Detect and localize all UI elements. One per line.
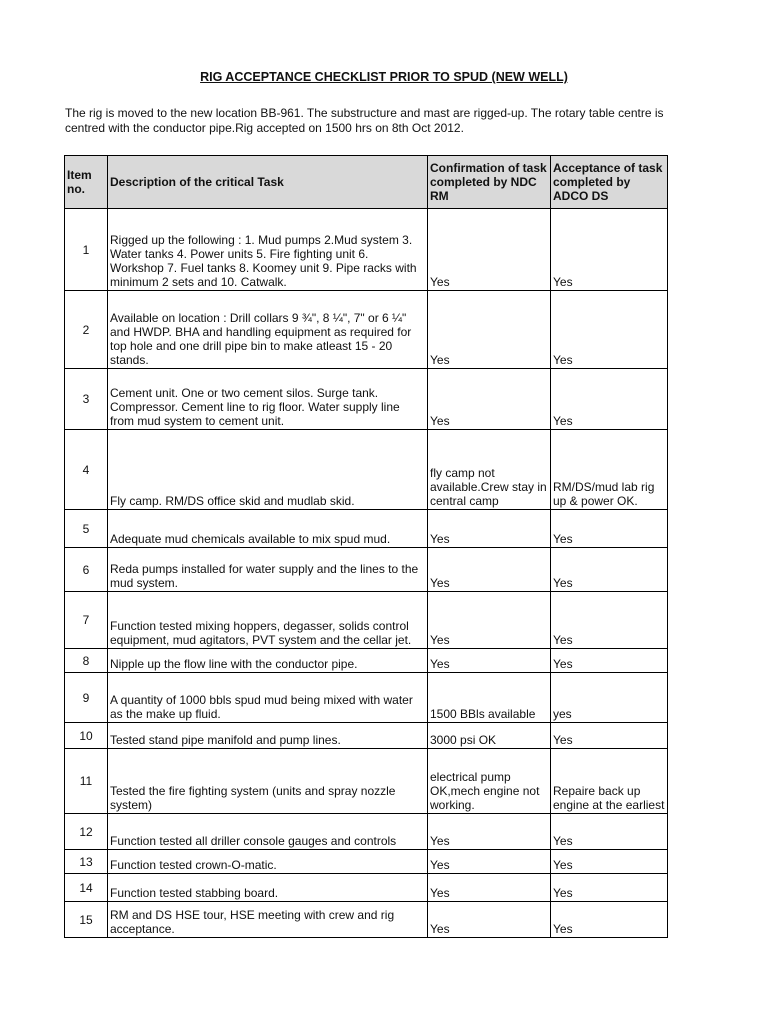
- row-acceptance: Yes: [551, 814, 668, 850]
- table-row: [65, 548, 668, 592]
- row-acceptance: Yes: [551, 369, 668, 430]
- row-confirmation: electrical pump OK,mech engine not working.: [428, 749, 551, 814]
- row-description: Rigged up the following : 1. Mud pumps 2.Mud system 3. Water tanks 4. Power units 5. Fire fighting unit 6. Workshop 7. Fuel tanks 8. Koomey unit 9. Pipe racks with minimum 2 sets and 10. Catwalk.: [108, 209, 428, 291]
- row-item-number: 12: [65, 814, 108, 850]
- table-row: [65, 430, 668, 510]
- header-item: Item no.: [65, 156, 108, 209]
- table-row: [65, 209, 668, 291]
- row-acceptance: Yes: [551, 850, 668, 874]
- row-acceptance: Yes: [551, 510, 668, 548]
- row-acceptance: Yes: [551, 902, 668, 938]
- row-item-number: 8: [65, 649, 108, 673]
- row-item-number: 9: [65, 673, 108, 723]
- row-item-number: 2: [65, 291, 108, 369]
- row-acceptance: Yes: [551, 723, 668, 749]
- row-description: Function tested stabbing board.: [108, 874, 428, 902]
- row-acceptance: Repaire back up engine at the earliest: [551, 749, 668, 814]
- row-confirmation: Yes: [428, 874, 551, 902]
- header-acceptance: Acceptance of task completed by ADCO DS: [551, 156, 668, 209]
- row-confirmation: Yes: [428, 548, 551, 592]
- table-row: [65, 814, 668, 850]
- row-item-number: 7: [65, 592, 108, 649]
- row-confirmation: Yes: [428, 850, 551, 874]
- row-confirmation: 3000 psi OK: [428, 723, 551, 749]
- row-confirmation: Yes: [428, 510, 551, 548]
- row-confirmation: Yes: [428, 902, 551, 938]
- row-item-number: 11: [65, 749, 108, 814]
- row-description: Cement unit. One or two cement silos. Surge tank. Compressor. Cement line to rig floor. Water supply line from mud system to cement unit.: [108, 369, 428, 430]
- row-item-number: 3: [65, 369, 108, 430]
- row-description: Adequate mud chemicals available to mix spud mud.: [108, 510, 428, 548]
- row-item-number: 1: [65, 209, 108, 291]
- row-confirmation: Yes: [428, 592, 551, 649]
- row-item-number: 6: [65, 548, 108, 592]
- row-acceptance: RM/DS/mud lab rig up & power OK.: [551, 430, 668, 510]
- row-confirmation: Yes: [428, 814, 551, 850]
- row-description: A quantity of 1000 bbls spud mud being mixed with water as the make up fluid.: [108, 673, 428, 723]
- row-confirmation: Yes: [428, 291, 551, 369]
- row-item-number: 4: [65, 430, 108, 510]
- table-row: [65, 902, 668, 938]
- intro-paragraph: The rig is moved to the new location BB-961. The substructure and mast are rigged-up. The rotary table centre is centred with the conductor pipe.Rig accepted on 1500 hrs on 8th Oct 2012.: [65, 106, 664, 135]
- row-description: Function tested crown-O-matic.: [108, 850, 428, 874]
- row-acceptance: Yes: [551, 649, 668, 673]
- table-row: [65, 874, 668, 902]
- table-row: [65, 723, 668, 749]
- header-description: Description of the critical Task: [108, 156, 428, 209]
- table-row: [65, 749, 668, 814]
- row-acceptance: Yes: [551, 874, 668, 902]
- table-row: [65, 592, 668, 649]
- table-row: [65, 850, 668, 874]
- row-item-number: 15: [65, 902, 108, 938]
- table-row: [65, 369, 668, 430]
- row-description: Tested stand pipe manifold and pump lines.: [108, 723, 428, 749]
- row-item-number: 14: [65, 874, 108, 902]
- table-row: [65, 291, 668, 369]
- row-description: Nipple up the flow line with the conductor pipe.: [108, 649, 428, 673]
- table-row: [65, 649, 668, 673]
- row-description: RM and DS HSE tour, HSE meeting with crew and rig acceptance.: [108, 902, 428, 938]
- row-acceptance: Yes: [551, 592, 668, 649]
- checklist-table: [64, 155, 668, 938]
- row-description: Fly camp. RM/DS office skid and mudlab skid.: [108, 430, 428, 510]
- row-confirmation: Yes: [428, 369, 551, 430]
- header-row: [65, 156, 668, 209]
- row-confirmation: fly camp not available.Crew stay in central camp: [428, 430, 551, 510]
- row-acceptance: Yes: [551, 209, 668, 291]
- row-confirmation: 1500 BBls available: [428, 673, 551, 723]
- row-item-number: 10: [65, 723, 108, 749]
- header-confirmation: Confirmation of task completed by NDC RM: [428, 156, 551, 209]
- row-confirmation: Yes: [428, 209, 551, 291]
- row-description: Function tested mixing hoppers, degasser, solids control equipment, mud agitators, PVT system and the cellar jet.: [108, 592, 428, 649]
- row-item-number: 5: [65, 510, 108, 548]
- row-acceptance: Yes: [551, 291, 668, 369]
- document-title: RIG ACCEPTANCE CHECKLIST PRIOR TO SPUD (NEW WELL): [200, 70, 568, 84]
- row-description: Tested the fire fighting system (units and spray nozzle system): [108, 749, 428, 814]
- row-description: Reda pumps installed for water supply and the lines to the mud system.: [108, 548, 428, 592]
- row-description: Function tested all driller console gauges and controls: [108, 814, 428, 850]
- row-item-number: 13: [65, 850, 108, 874]
- row-confirmation: Yes: [428, 649, 551, 673]
- table-row: [65, 510, 668, 548]
- row-acceptance: yes: [551, 673, 668, 723]
- row-description: Available on location : Drill collars 9 ¾", 8 ¼", 7" or 6 ¼" and HWDP. BHA and handling equipment as required for top hole and one drill pipe bin to make atleast 15 - 20 stands.: [108, 291, 428, 369]
- row-acceptance: Yes: [551, 548, 668, 592]
- table-row: [65, 673, 668, 723]
